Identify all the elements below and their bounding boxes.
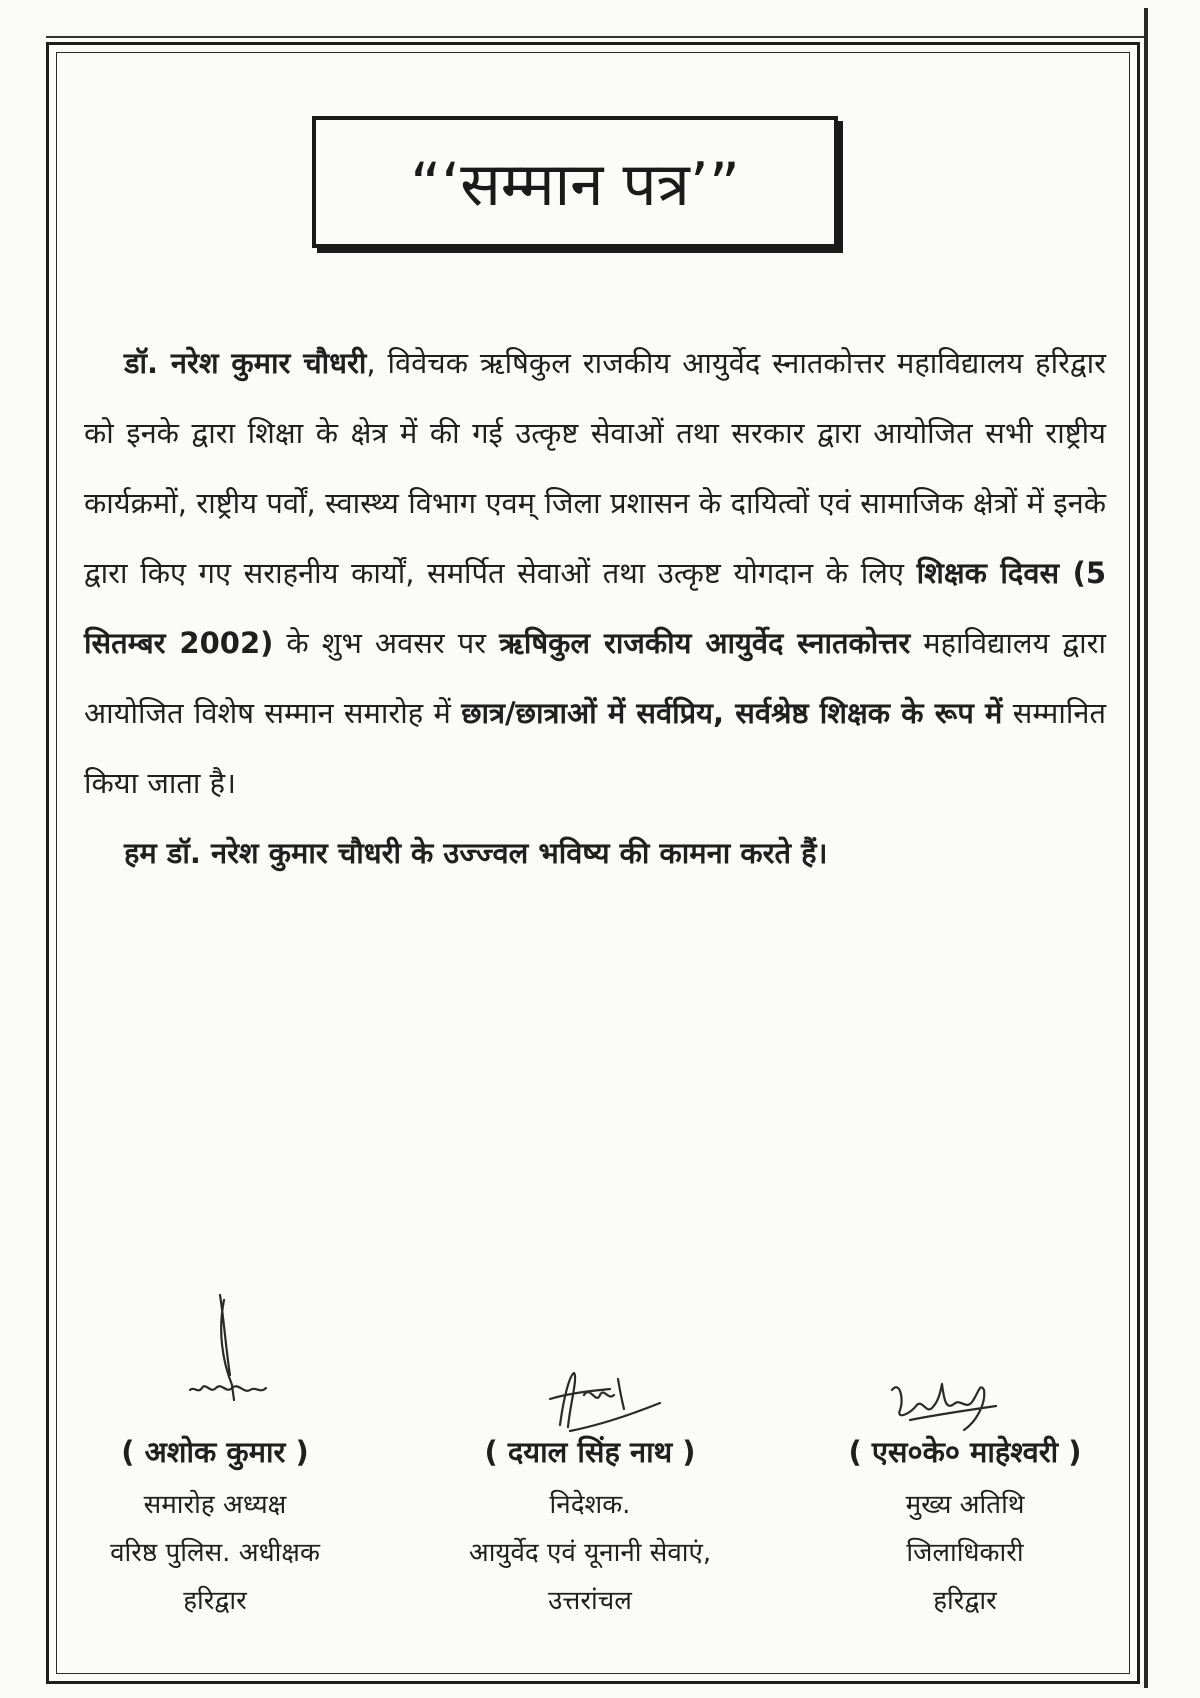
- paragraph-1: [84, 328, 1106, 818]
- signatory-1-line-2: वरिष्ठ पुलिस. अधीक्षक: [110, 1538, 320, 1568]
- signature-ashok-kumar: [180, 1290, 300, 1420]
- border-line-right: [1144, 8, 1148, 1688]
- p1-seg-3: के शुभ अवसर पर: [273, 626, 500, 660]
- signatory-3-line-2: जिलाधिकारी: [906, 1538, 1024, 1568]
- border-line-top: [46, 36, 1148, 38]
- certificate-body: [84, 328, 1106, 888]
- signatory-3-line-1: मुख्य अतिथि: [905, 1490, 1025, 1520]
- signatory-2-line-2: आयुर्वेद एवं यूनानी सेवाएं,: [468, 1538, 712, 1568]
- p1-seg-4: ऋषिकुल राजकीय आयुर्वेद स्नातकोत्तर: [499, 626, 911, 660]
- signatory-2-name: ( दयाल सिंह नाथ ): [484, 1435, 696, 1469]
- p1-seg-5: महाविद्यालय द्वारा आयोजित विशेष सम्मान समारोह में: [84, 626, 1106, 730]
- p1-seg-1: , विवेचक ऋषिकुल राजकीय आयुर्वेद स्नातकोत्तर महाविद्यालय हरिद्वार को इनके द्वारा शिक्षा के क्षेत्र में की गई उत्कृष्ट सेवाओं तथा सरकार द्वारा आयोजित सभी राष्ट्रीय कार्यक्रमों, राष्ट्रीय पर्वों, स्वास्थ्य विभाग एवम् जिला प्रशासन के दायित्वों एवं सामाजिक क्षेत्रों में इनके द्वारा किए गए सराहनीय कार्यों, समर्पित सेवाओं तथा उत्कृष्ट योगदान के लिए: [84, 346, 1106, 590]
- signatory-1-line-3: हरिद्वार: [183, 1586, 247, 1616]
- paragraph-2: हम डॉ. नरेश कुमार चौधरी के उज्ज्वल भविष्य की कामना करते हैं।: [124, 836, 828, 870]
- signatory-2-line-3: उत्तरांचल: [548, 1586, 632, 1616]
- p1-seg-2: शिक्षक दिवस (5 सितम्बर 2002): [84, 556, 1107, 660]
- signatory-1-name: ( अशोक कुमार ): [121, 1435, 309, 1469]
- p1-seg-6: छात्र/छात्राओं में सर्वप्रिय, सर्वश्रेष्ठ शिक्षक के रूप में: [461, 696, 1003, 730]
- signatory-1: [70, 1432, 360, 1625]
- p1-seg-7: सम्मानित किया जाता है।: [84, 696, 1107, 800]
- title-box: [312, 116, 838, 248]
- signatory-1-line-1: समारोह अध्यक्ष: [143, 1490, 287, 1520]
- signatory-3: [810, 1432, 1120, 1625]
- signatory-2: [420, 1432, 760, 1625]
- signatory-2-line-1: निदेशक.: [549, 1490, 631, 1520]
- signatory-3-name: ( एस०के० माहेश्वरी ): [848, 1435, 1082, 1469]
- certificate-title: “‘सम्मान पत्र’”: [410, 150, 740, 220]
- p1-seg-0: डॉ. नरेश कुमार चौधरी: [124, 346, 367, 380]
- signatory-3-line-3: हरिद्वार: [933, 1586, 997, 1616]
